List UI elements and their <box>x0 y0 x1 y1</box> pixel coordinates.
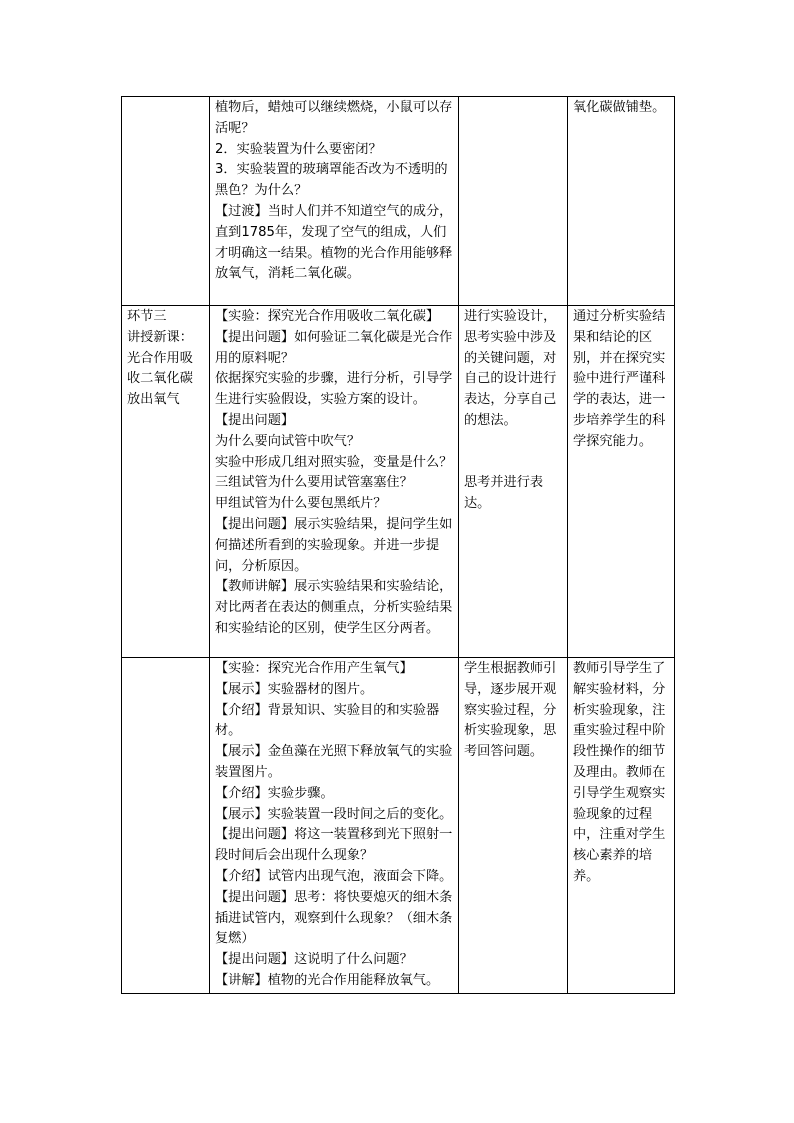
text-line: 学生根据教师引导，逐步展开观察实验过程，分析实验现象，思考回答问题。 <box>464 661 557 760</box>
text-line: 甲组试管为什么要包黑纸片？ <box>215 496 387 512</box>
spacer <box>464 432 563 473</box>
text-line: 3．实验装置的玻璃罩能否改为不透明的黑色？为什么？ <box>215 162 448 199</box>
design-purpose-cell <box>568 658 675 994</box>
text-line: 实验中形成几组对照实验，变量是什么？ <box>215 454 453 470</box>
teacher-activity-cell <box>210 306 459 658</box>
text-line: 进行实验设计，思考实验中涉及的关键问题，对自己的设计进行表达，分享自己的想法。 <box>464 309 557 428</box>
text-line: 【提出问题】展示实验结果，提问学生如何描述所看到的实验现象。并进一步提问，分析原因。 <box>215 516 453 574</box>
text-line: 植物后，蜡烛可以继续燃烧，小鼠可以存活呢？ <box>215 100 453 136</box>
text-line: 【展示】实验器材的图片。 <box>215 681 374 697</box>
text-line: 三组试管为什么要用试管塞塞住？ <box>215 475 413 491</box>
text-line: 依据探究实验的步骤，进行分析，引导学生进行实验假设，实验方案的设计。 <box>215 371 453 408</box>
section-cell <box>122 97 210 306</box>
text-line: 为什么要向试管中吹气？ <box>215 433 361 449</box>
text-line: 【展示】实验装置一段时间之后的变化。 <box>215 806 453 822</box>
text-line: 【过渡】当时人们并不知道空气的成分，直到1785年，发现了空气的组成，人们才明确这一结果。植物的光合作用能够释放氧气，消耗二氧化碳。 <box>215 203 453 282</box>
text-line: 【实验：探究光合作用吸收二氧化碳】 <box>215 309 440 324</box>
student-activity-cell <box>459 306 568 658</box>
text-line: 2．实验装置为什么要密闭？ <box>215 141 382 157</box>
teacher-activity-cell <box>210 658 459 994</box>
text-line: 【提出问题】 <box>215 412 295 428</box>
text-line: 氧化碳做铺垫。 <box>573 100 666 115</box>
text-line: 【提出问题】思考：将快要熄灭的细木条插进试管内，观察到什么现象？（细木条复燃） <box>215 889 453 947</box>
student-activity-cell <box>459 658 568 994</box>
text-line: 【提出问题】将这一装置移到光下照射一段时间后会出现什么现象？ <box>215 827 453 864</box>
text-line: 教师引导学生了解实验材料，分析实验现象，注重实验过程中阶段性操作的细节及理由。教师在引导学生观察实验现象的过程中，注重对学生核心素养的培养。 <box>573 661 666 884</box>
text-line: 通过分析实验结果和结论的区别，并在探究实验中进行严谨科学的表达，进一步培养学生的科学探究能力。 <box>573 309 666 449</box>
teacher-activity-cell <box>210 97 459 306</box>
text-line: 【讲解】植物的光合作用能释放氧气。 <box>215 972 440 988</box>
lesson-plan-table <box>121 96 675 994</box>
section-title: 讲授新课：光合作用吸收二氧化碳放出氧气 <box>127 329 193 408</box>
section-cell <box>122 658 210 994</box>
design-purpose-cell <box>568 97 675 306</box>
text-line: 【展示】金鱼藻在光照下释放氧气的实验装置图片。 <box>215 744 453 780</box>
section-label: 环节三 <box>127 309 167 324</box>
design-purpose-cell <box>568 306 675 658</box>
text-line: 【介绍】实验步骤。 <box>215 785 334 801</box>
text-line: 【提出问题】如何验证二氧化碳是光合作用的原料呢？ <box>215 329 453 366</box>
table-row <box>122 658 675 994</box>
text-line: 思考并进行表达。 <box>464 474 544 511</box>
text-line: 【提出问题】这说明了什么问题？ <box>215 952 413 968</box>
table-row <box>122 306 675 658</box>
text-line: 【介绍】试管内出现气泡，液面会下降。 <box>215 868 453 884</box>
student-activity-cell <box>459 97 568 306</box>
text-line: 【教师讲解】展示实验结果和实验结论，对比两者在表达的侧重点，分析实验结果和实验结论的区别，使学生区分两者。 <box>215 579 453 636</box>
text-line: 【介绍】背景知识、实验目的和实验器材。 <box>215 702 440 739</box>
table-row <box>122 97 675 306</box>
text-line: 【实验：探究光合作用产生氧气】 <box>215 661 413 676</box>
section-cell <box>122 306 210 658</box>
